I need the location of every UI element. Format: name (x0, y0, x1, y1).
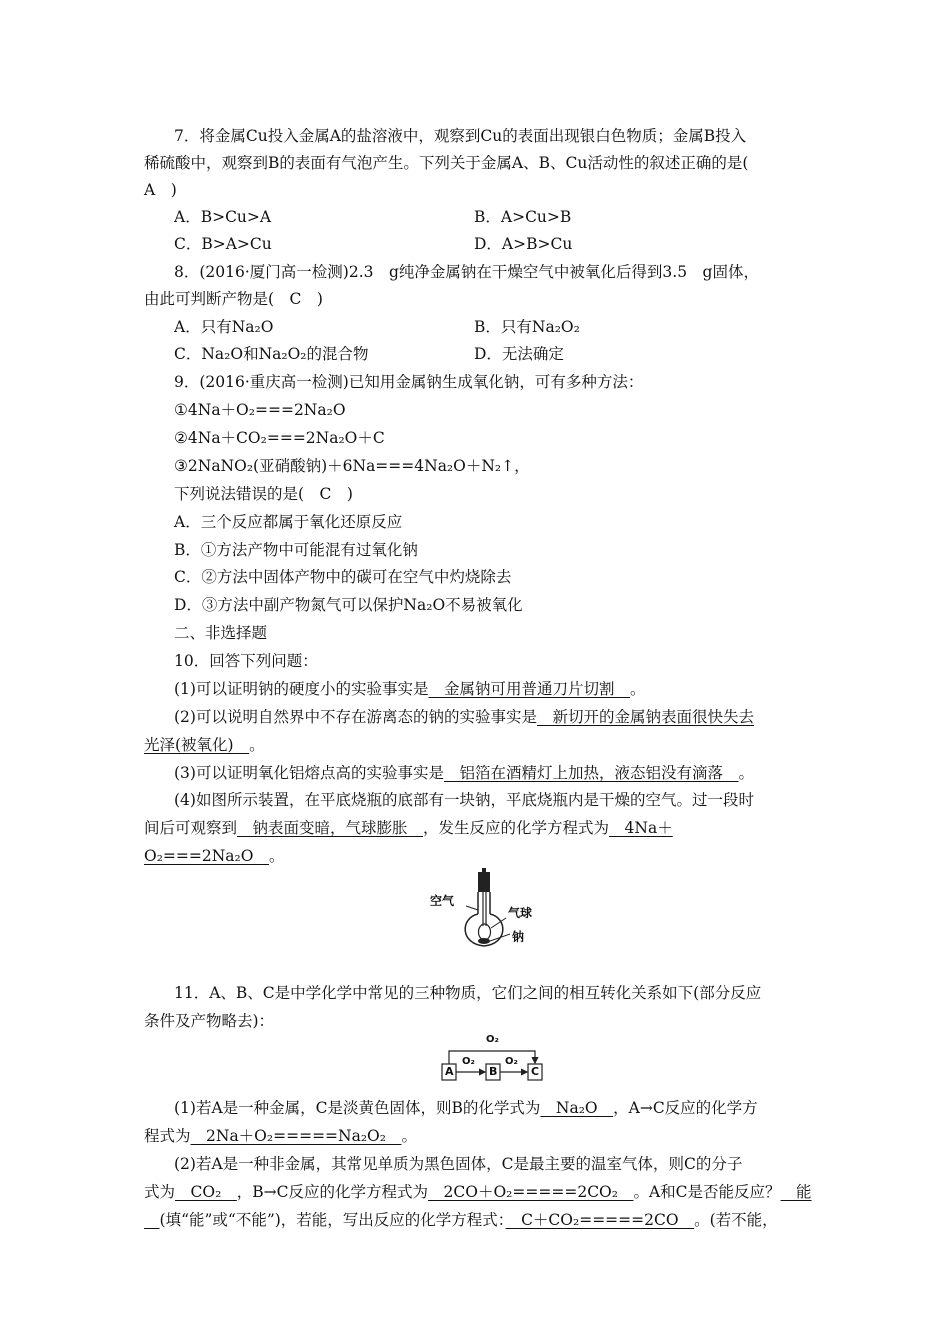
q9-stem: 下列说法错误的是( C ) (174, 485, 353, 503)
q7-option-c: C．B>A>Cu (174, 235, 272, 253)
q9-method3: ③2NaNO₂(亚硝酸钠)＋6Na===4Na₂O＋N₂↑， (174, 457, 530, 475)
q11-part1-line2: 程式为 2Na＋O₂=====Na₂O₂ 。 (144, 1127, 417, 1145)
flask-figure (430, 866, 550, 950)
q7-option-b: B．A>Cu>B (474, 208, 572, 226)
q7-line1: 7．将金属Cu投入金属A的盐溶液中，观察到Cu的表面出现银白色物质；金属B投入 (174, 127, 747, 145)
q10-part4-line1: (4)如图所示装置，在平底烧瓶的底部有一块钠，平底烧瓶内是干燥的空气。过一段时 (174, 791, 754, 809)
q8-option-a: A．只有Na₂O (174, 318, 274, 336)
q10-part3-answer: 铝箔在酒精灯上加热，液态铝没有滴落 (443, 764, 739, 782)
q11-part1-equation: 2Na＋O₂=====Na₂O₂ (190, 1127, 402, 1145)
q10-part4-observation: 钠表面变暗，气球膨胀 (237, 819, 424, 837)
sodium-label: 钠 (512, 930, 525, 944)
conversion-diagram (438, 1034, 548, 1092)
q11-part2-line1: (2)若A是一种非金属，其常见单质为黑色固体，C是最主要的温室气体，则C的分子 (174, 1155, 743, 1173)
q9-option-a: A．三个反应都属于氧化还原反应 (174, 513, 403, 531)
flask-icon (440, 866, 550, 950)
q9-option-d: D．③方法中副产物氮气可以保护Na₂O不易被氧化 (174, 596, 523, 614)
q10-part2-cont: 光泽(被氧化) 。 (144, 736, 265, 754)
q9-option-c: C．②方法中固体产物中的碳可在空气中灼烧除去 (174, 568, 512, 586)
q11-part1: (1)若A是一种金属，C是淡黄色固体，则B的化学式为 Na₂O ，A→C反应的化学方 (174, 1099, 758, 1117)
q8-line2: 由此可判断产物是( C ) (144, 290, 323, 308)
node-a: A (445, 1065, 454, 1078)
q10-part4-line3: O₂===2Na₂O 。 (144, 847, 285, 865)
q11-line1: 11．A、B、C是中学化学中常见的三种物质，它们之间的相互转化关系如下(部分反应 (174, 984, 762, 1002)
o2-label-bc: O₂ (505, 1056, 518, 1067)
q11-line2: 条件及产物略去)： (144, 1012, 275, 1030)
q10-part3: (3)可以证明氧化铝熔点高的实验事实是 铝箔在酒精灯上加热，液态铝没有滴落 。 (174, 764, 754, 782)
q9-method2: ②4Na＋CO₂===2Na₂O＋C (174, 429, 385, 447)
q10-title: 10．回答下列问题： (174, 652, 318, 670)
q11-part2-answer: CO₂ (175, 1183, 237, 1201)
o2-label-top: O₂ (486, 1034, 499, 1045)
node-b: B (489, 1065, 498, 1078)
q10-part1-answer: 金属钠可用普通刀片切割 (428, 680, 630, 698)
q7-line2: 稀硫酸中，观察到B的表面有气泡产生。下列关于金属A、B、Cu活动性的叙述正确的是( (144, 154, 749, 172)
air-label: 空气 (430, 894, 455, 908)
q9-method1: ①4Na＋O₂===2Na₂O (174, 401, 346, 419)
q10-part4-line2: 间后可观察到 钠表面变暗，气球膨胀 ，发生反应的化学方程式为 4Na＋ (144, 819, 673, 837)
o2-label-ab: O₂ (462, 1056, 475, 1067)
q7-answer: A ) (144, 181, 177, 199)
q8-option-b: B．只有Na₂O₂ (474, 318, 580, 336)
q10-part2: (2)可以说明自然界中不存在游离态的钠的实验事实是 新切开的金属钠表面很快失去 (174, 708, 754, 726)
section-heading: 二、非选择题 (174, 624, 268, 642)
q11-part2-line3: (填“能”或“不能”)，若能，写出反应的化学方程式： C＋CO₂=====2CO 。(若不能， (159, 1211, 778, 1229)
q7-option-a: A．B>Cu>A (174, 208, 272, 226)
q11-part2-equation: 2CO＋O₂=====2CO₂ (428, 1183, 634, 1201)
q10-part2-answer: 新切开的金属钠表面很快失去 (536, 708, 754, 726)
node-c: C (531, 1065, 540, 1078)
q11-part2-equation2: C＋CO₂=====2CO (505, 1211, 695, 1229)
q8-option-d: D．无法确定 (474, 345, 564, 363)
q7-option-d: D．A>B>Cu (474, 235, 573, 253)
q8-line1: 8．(2016·厦门高一检测)2.3 g纯净金属钠在干燥空气中被氧化后得到3.5 g固体， (174, 263, 759, 281)
q11-part1-answer: Na₂O (540, 1099, 614, 1117)
q10-part1: (1)可以证明钠的硬度小的实验事实是 金属钠可用普通刀片切割 。 (174, 680, 646, 698)
q11-part2-line2: 式为 CO₂ ，B→C反应的化学方程式为 2CO＋O₂=====2CO₂ 。A和C是否能反应？ 能 (144, 1183, 812, 1201)
q9-option-b: B．①方法产物中可能混有过氧化钠 (174, 541, 418, 559)
balloon-label: 气球 (508, 906, 533, 920)
q8-option-c: C．Na₂O和Na₂O₂的混合物 (174, 345, 369, 363)
q9-line1: 9．(2016·重庆高一检测)已知用金属钠生成氧化钠，可有多种方法： (174, 373, 644, 391)
